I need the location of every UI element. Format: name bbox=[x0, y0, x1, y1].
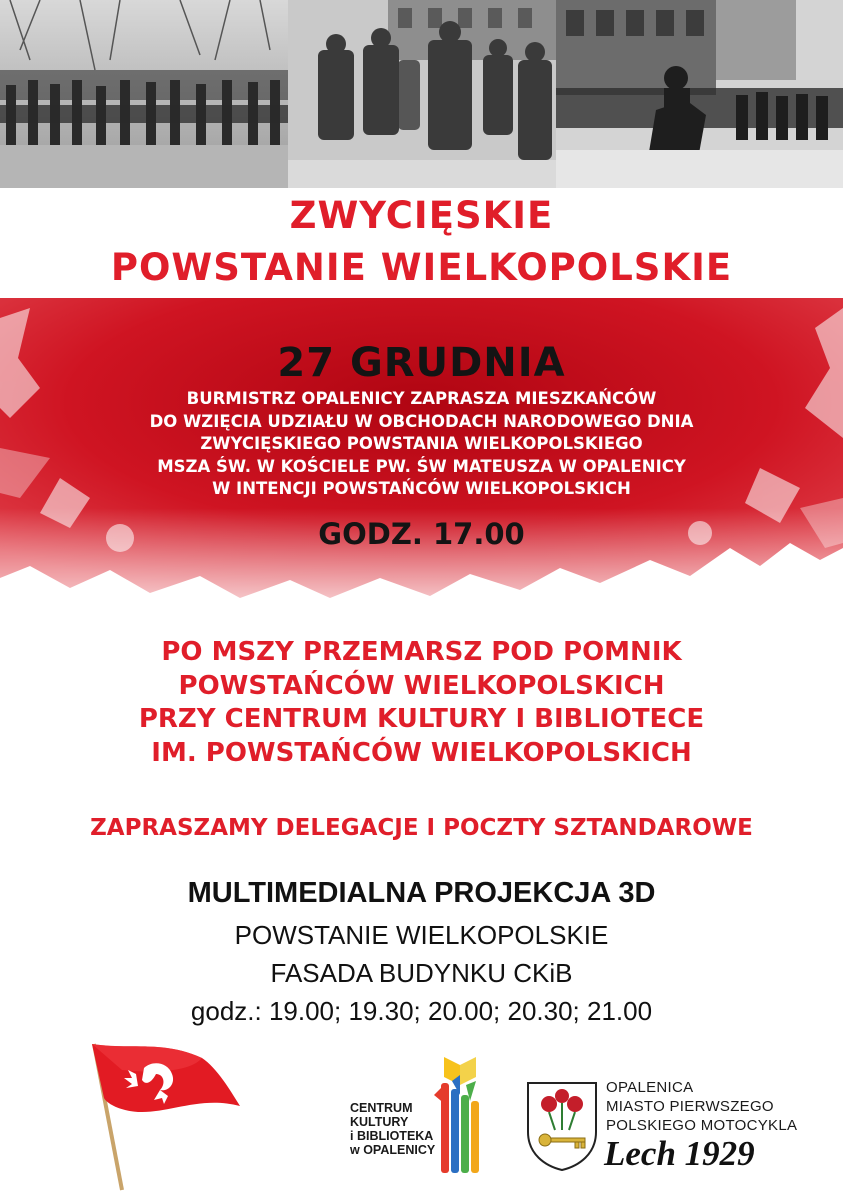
mass-time: GODZ. 17.00 bbox=[318, 517, 525, 551]
invitation-line: W INTENCJI POWSTAŃCÓW WIELKOPOLSKICH bbox=[212, 479, 631, 498]
ckib-line: w OPALENICY bbox=[350, 1143, 436, 1157]
eagle-flag-icon bbox=[82, 1040, 252, 1192]
march-line: IM. POWSTAŃCÓW WIELKOPOLSKICH bbox=[151, 737, 692, 768]
town-crest-icon bbox=[525, 1080, 599, 1172]
march-info bbox=[0, 636, 843, 770]
march-line: PO MSZY PRZEMARSZ POD POMNIK bbox=[161, 637, 682, 667]
cavalry-parade-photo bbox=[0, 0, 288, 188]
invitation-line: ZWYCIĘSKIEGO POWSTANIA WIELKOPOLSKIEGO bbox=[200, 434, 643, 453]
invitation-line: BURMISTRZ OPALENICY ZAPRASZA MIESZKAŃCÓW bbox=[186, 389, 657, 408]
ckib-line: KULTURY bbox=[350, 1115, 409, 1129]
page-title-line-2: POWSTANIE WIELKOPOLSKIE bbox=[110, 246, 733, 289]
march-line: POWSTAŃCÓW WIELKOPOLSKICH bbox=[178, 670, 665, 701]
delegations-invite: ZAPRASZAMY DELEGACJE I POCZTY SZTANDAROWE bbox=[90, 815, 753, 841]
town-line: POLSKIEGO MOTOCYKLA bbox=[606, 1117, 798, 1134]
ckib-logo bbox=[348, 1055, 483, 1175]
march-line: PRZY CENTRUM KULTURY I BIBLIOTECE bbox=[138, 704, 705, 734]
street-march-photo bbox=[556, 0, 843, 188]
invitation-line: MSZA ŚW. W KOŚCIELE PW. ŚW MATEUSZA W OPALENICY bbox=[157, 456, 686, 476]
header-photo-strip bbox=[0, 0, 843, 188]
page-title-line-1: ZWYCIĘSKIE bbox=[289, 194, 554, 237]
projection-subtitle: POWSTANIE WIELKOPOLSKIE bbox=[234, 920, 609, 950]
town-line: MIASTO PIERWSZEGO bbox=[606, 1098, 774, 1115]
projection-times: godz.: 19.00; 19.30; 20.00; 20.30; 21.00 bbox=[190, 996, 653, 1026]
ckib-line: i BIBLIOTEKA bbox=[350, 1129, 434, 1143]
town-line: OPALENICA bbox=[606, 1079, 694, 1096]
invitation-text bbox=[0, 388, 843, 501]
event-date: 27 GRUDNIA bbox=[277, 340, 566, 386]
lech-1929-label: Lech 1929 bbox=[604, 1134, 755, 1173]
town-motto bbox=[606, 1078, 797, 1135]
ckib-name bbox=[350, 1101, 435, 1157]
projection-info bbox=[0, 877, 843, 1030]
invitation-line: DO WZIĘCIA UDZIAŁU W OBCHODACH NARODOWEGO DNIA bbox=[149, 411, 694, 431]
projection-title: MULTIMEDIALNA PROJEKCJA 3D bbox=[187, 877, 656, 909]
ckib-line: CENTRUM bbox=[350, 1101, 413, 1115]
projection-location: FASADA BUDYNKU CKiB bbox=[270, 958, 573, 988]
officers-salute-photo bbox=[288, 0, 556, 188]
